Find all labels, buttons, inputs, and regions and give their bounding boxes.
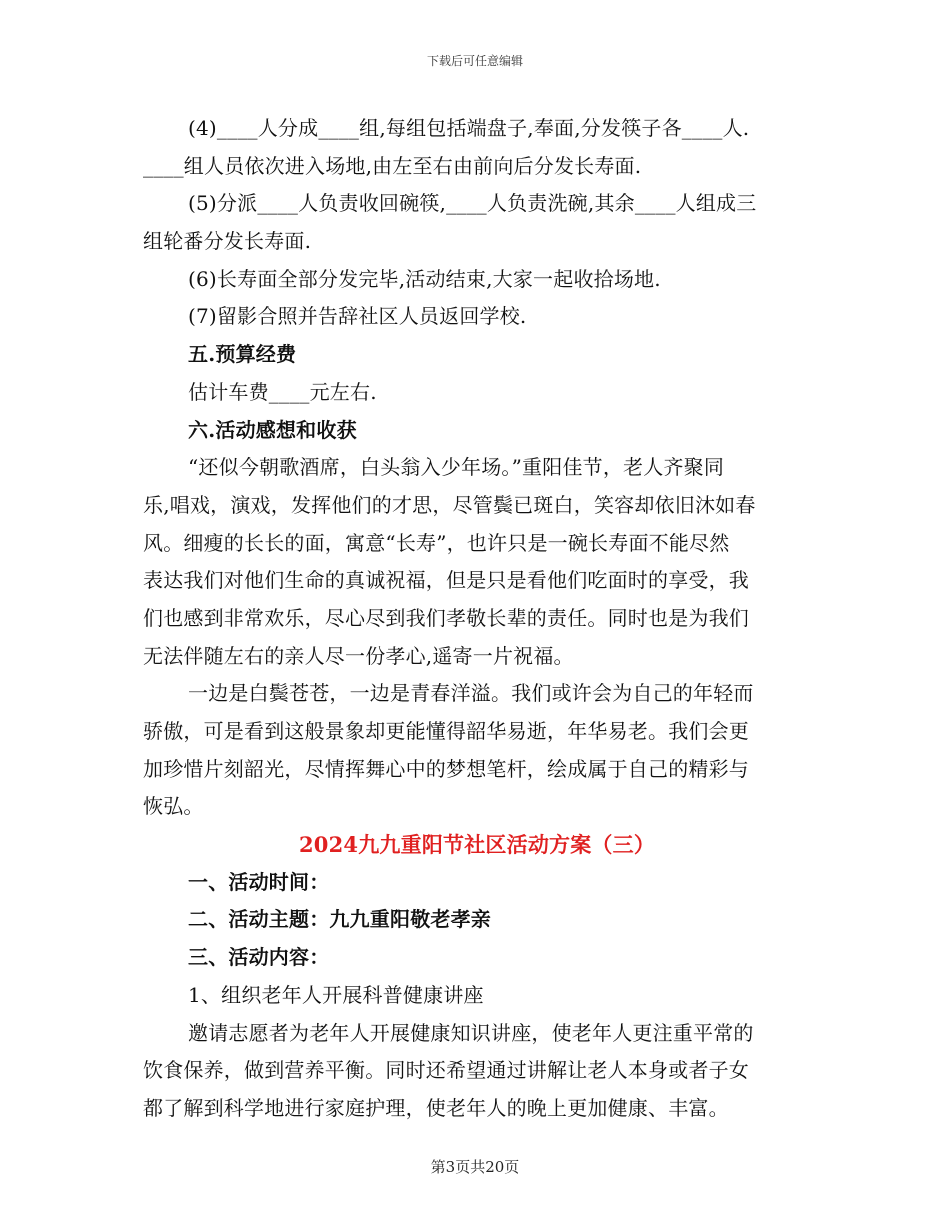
text-line: 估计车费____元左右. — [188, 379, 377, 404]
text-line: ____组人员依次进入场地,由左至右由前向后分发长寿面. — [143, 153, 642, 178]
text-line: 组轮番分发长寿面. — [143, 229, 312, 254]
text-line: 们也感到非常欢乐，尽心尽到我们孝敬长辈的责任。同时也是为我们 — [143, 605, 749, 630]
section-heading: 一、活动时间： — [188, 869, 330, 894]
text-line: “还似今朝歌酒席，白头翁入少年场。”重阳佳节，老人齐聚同 — [188, 455, 725, 480]
text-line: 邀请志愿者为老年人开展健康知识讲座，使老年人更注重平常的 — [188, 1020, 754, 1045]
document-body — [143, 110, 811, 1128]
text-line: 饮食保养，做到营养平衡。同时还希望通过讲解让老人本身或者子女 — [143, 1058, 749, 1083]
text-line: 风。细瘦的长长的面，寓意“长寿”，也许只是一碗长寿面不能尽然 — [143, 530, 730, 555]
text-line: 一边是白鬓苍苍，一边是青春洋溢。我们或许会为自己的年轻而 — [188, 681, 754, 706]
header-note: 下载后可任意编辑 — [426, 54, 523, 68]
section-heading: 五.预算经费 — [188, 342, 297, 367]
page-number: 第3页共20页 — [430, 1158, 520, 1176]
section-title: 2024九九重阳节社区活动方案（三） — [298, 832, 656, 858]
section-heading: 六.活动感想和收获 — [188, 417, 357, 442]
text-line: 都了解到科学地进行家庭护理，使老年人的晚上更加健康、丰富。 — [143, 1095, 729, 1120]
text-line: 乐,唱戏，演戏，发挥他们的才思，尽管鬓已斑白，笑容却依旧沐如春 — [143, 492, 756, 517]
text-line: 无法伴随左右的亲人尽一份孝心,遥寄一片祝福。 — [143, 643, 574, 668]
text-line: 骄傲，可是看到这般景象却更能懂得韶华易逝，年华易老。我们会更 — [143, 719, 749, 743]
section-heading: 二、活动主题：九九重阳敬老孝亲 — [188, 907, 491, 932]
text-line: 1、组织老年人开展科普健康讲座 — [188, 982, 484, 1007]
text-line: 恢弘。 — [143, 794, 204, 819]
section-heading: 三、活动内容： — [188, 945, 330, 970]
text-line: 加珍惜片刻韶光，尽情挥舞心中的梦想笔杆，绘成属于自己的精彩与 — [143, 756, 749, 781]
text-line: (6)长寿面全部分发完毕,活动结束,大家一起收拾场地. — [188, 266, 661, 291]
text-line: (7)留影合照并告辞社区人员返回学校. — [188, 304, 527, 329]
text-line: 表达我们对他们生命的真诚祝福，但是只是看他们吃面时的享受，我 — [143, 568, 749, 593]
text-line: (5)分派____人负责收回碗筷,____人负责洗碗,其余____人组成三 — [188, 191, 757, 216]
text-line: (4)____人分成____组,每组包括端盘子,奉面,分发筷子各____人. — [188, 116, 750, 140]
